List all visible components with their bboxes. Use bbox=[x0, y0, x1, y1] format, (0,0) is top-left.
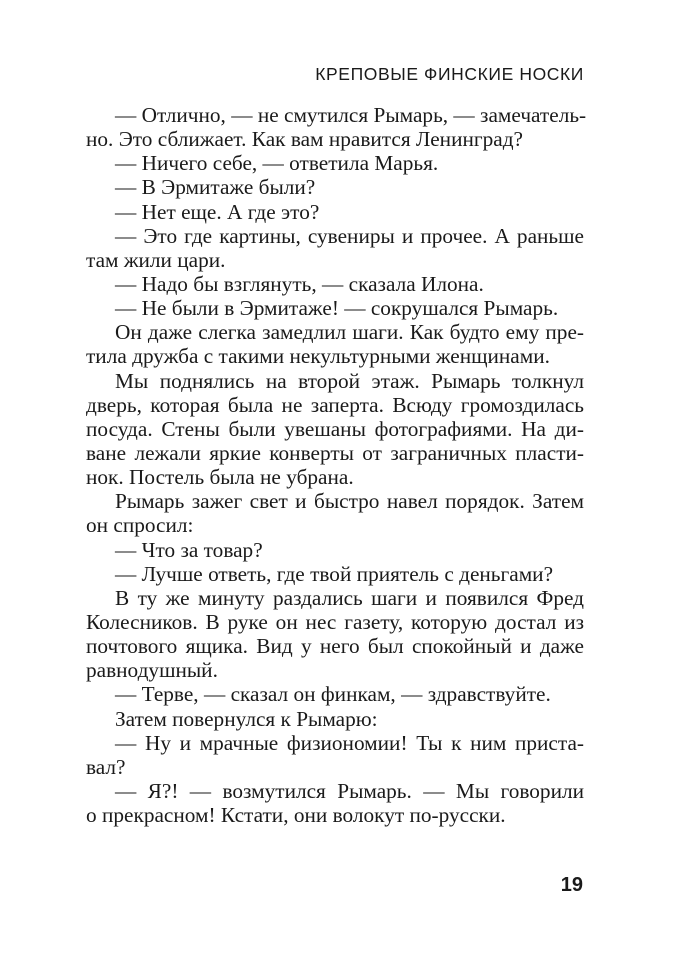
text-line: — Нет еще. А где это? bbox=[115, 199, 320, 224]
text-line: Мы поднялись на второй этаж. Рымарь толкнул bbox=[115, 368, 584, 393]
text-line: — Отлично, — не смутился Рымарь, — замечатель- bbox=[115, 103, 587, 127]
page-number: 19 bbox=[560, 874, 583, 896]
text-line: — Ничего себе, — ответила Марья. bbox=[115, 151, 439, 176]
text-line: он спросил: bbox=[86, 513, 194, 538]
text-line: Затем повернулся к Рымарю: bbox=[115, 706, 378, 731]
text-line: — Лучше ответь, где твой приятель с деньгами? bbox=[115, 561, 554, 586]
text-line: В ту же минуту раздались шаги и появился Фред bbox=[115, 585, 584, 610]
text-line: — В Эрмитаже были? bbox=[115, 175, 316, 200]
text-line: — Я?! — возмутился Рымарь. — Мы говорили bbox=[115, 778, 584, 803]
text-line: там жили цари. bbox=[86, 247, 226, 272]
text-line: — Ну и мрачные физиономии! Ты к ним приста- bbox=[115, 730, 584, 755]
text-line: нок. Постель была не убрана. bbox=[86, 465, 354, 490]
text-line: Он даже слегка замедлил шаги. Как будто ему пре- bbox=[115, 320, 584, 345]
text-line: — Что за товар? bbox=[115, 537, 263, 562]
text-line: равнодушный. bbox=[86, 658, 218, 683]
running-head: КРЕПОВЫЕ ФИНСКИЕ НОСКИ bbox=[315, 64, 584, 84]
text-line: о прекрасном! Кстати, они волокут по-русски. bbox=[86, 803, 506, 828]
text-line: Рымарь зажег свет и быстро навел порядок. Затем bbox=[115, 489, 584, 514]
text-line: но. Это сближает. Как вам нравится Ленинград? bbox=[86, 127, 524, 152]
text-line: почтового ящика. Вид у него был спокойный и даже bbox=[86, 634, 584, 659]
text-line: — Надо бы взглянуть, — сказала Илона. bbox=[115, 271, 484, 296]
text-line: Колесников. В руке он нес газету, которую достал из bbox=[86, 609, 584, 634]
text-line: — Не были в Эрмитаже! — сокрушался Рымарь. bbox=[115, 296, 559, 321]
text-line: ване лежали яркие конверты от заграничных пласти- bbox=[86, 440, 584, 465]
body-text bbox=[86, 103, 587, 828]
text-line: — Терве, — сказал он финкам, — здравствуйте. bbox=[115, 682, 551, 707]
text-line: вал? bbox=[86, 754, 126, 779]
text-line: тила дружба с такими некультурными женщинами. bbox=[86, 344, 550, 369]
text-line: — Это где картины, сувениры и прочее. А раньше bbox=[115, 223, 584, 248]
text-line: дверь, которая была не заперта. Всюду громоздилась bbox=[86, 392, 584, 417]
text-line: посуда. Стены были увешаны фотографиями. На ди- bbox=[86, 416, 584, 441]
